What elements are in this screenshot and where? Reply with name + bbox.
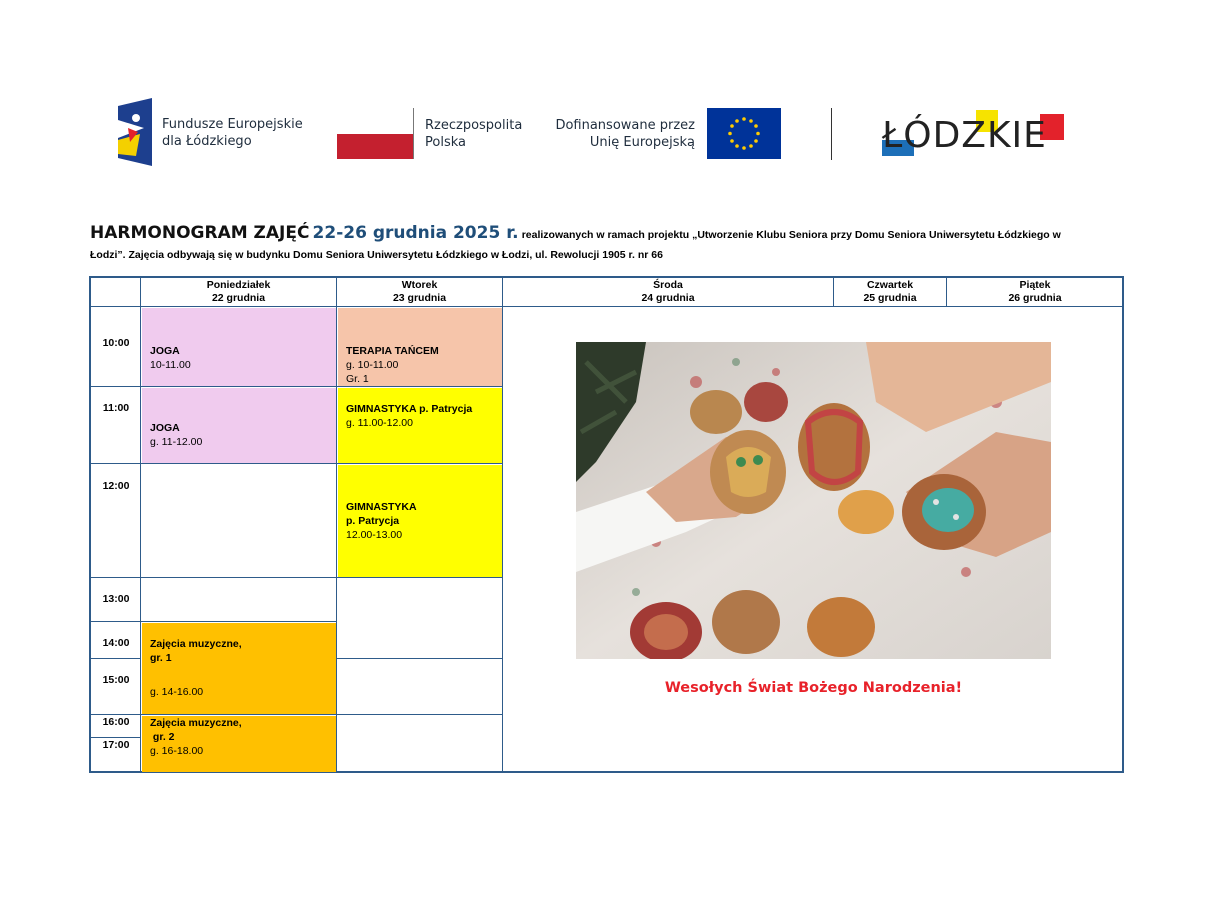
session-group: gr. 1	[150, 652, 172, 664]
session-title: Zajęcia muzyczne,	[150, 638, 242, 650]
day-date: 22 grudnia	[211, 292, 266, 304]
session-group: gr. 2	[150, 731, 175, 743]
time-label: 14:00	[102, 637, 130, 649]
col-line	[140, 277, 141, 772]
logo-fundusze-europejskie	[114, 98, 314, 166]
fe-line2: dla Łódzkiego	[162, 134, 252, 149]
logo-rzeczpospolita	[337, 108, 537, 160]
logo-lodzkie	[880, 110, 1070, 160]
session-title: JOGA	[150, 422, 180, 434]
ue-line1: Dofinansowane przez	[555, 118, 695, 133]
logo-unia-europejska	[548, 108, 783, 160]
day-date: 23 grudnia	[392, 292, 447, 304]
session-gimnastyka-12	[338, 465, 502, 577]
session-joga-11	[142, 388, 336, 463]
ue-line2: Unię Europejską	[589, 135, 695, 150]
session-title: TERAPIA TAŃCEM	[346, 345, 439, 357]
fe-line1: Fundusze Europejskie	[162, 117, 303, 132]
day-name: Piątek	[1019, 279, 1051, 291]
row-line	[90, 658, 140, 659]
day-date: 24 grudnia	[641, 292, 695, 304]
session-joga-10	[142, 308, 336, 386]
session-music-gr2	[142, 716, 336, 772]
session-gimnastyka-11	[338, 388, 502, 463]
time-label: 10:00	[102, 337, 130, 349]
session-hours: g. 11-12.00	[150, 436, 203, 448]
session-music-gr1	[142, 623, 336, 714]
rp-line2: Polska	[425, 135, 466, 150]
row-line	[90, 737, 140, 738]
session-trainer: p. Patrycja	[346, 515, 400, 527]
session-hours: 12.00-13.00	[346, 529, 403, 541]
day-name: Wtorek	[401, 279, 438, 291]
gingerbread-photo-icon	[576, 342, 1051, 659]
day-header-monday	[141, 279, 336, 307]
gingerbread-photo	[576, 342, 1051, 659]
polish-flag-icon	[337, 108, 413, 159]
session-title: GIMNASTYKA p. Patrycja	[346, 403, 473, 415]
logo-divider	[831, 108, 832, 160]
row-line	[90, 577, 502, 578]
heading-dates: 22-26 grudnia 2025 r.	[312, 223, 519, 243]
eu-flag-icon	[707, 108, 781, 159]
session-title: GIMNASTYKA	[346, 501, 417, 513]
session-terapia-tancem	[338, 308, 502, 386]
col-line	[336, 277, 337, 772]
col-line	[502, 277, 503, 772]
heading-title: HARMONOGRAM ZAJĘĆ	[90, 223, 310, 243]
lodzkie-wordmark: ŁÓDZKIE	[882, 115, 1047, 156]
session-title: JOGA	[150, 345, 180, 357]
time-label: 15:00	[102, 674, 130, 686]
session-hours: 10-11.00	[150, 359, 191, 371]
row-line	[90, 621, 140, 622]
day-date: 25 grudnia	[863, 292, 917, 304]
day-header-wednesday	[503, 279, 833, 307]
time-label: 16:00	[102, 716, 130, 728]
heading-intro: realizowanych w ramach projektu „Utworzenie Klubu Seniora przy Domu Seniora Uniwersytetu Łódzkiego w	[521, 229, 1061, 241]
christmas-greeting: Wesołych Świat Bożego Narodzenia!	[664, 680, 963, 696]
day-name: Czwartek	[866, 279, 914, 291]
session-group: Gr. 1	[346, 373, 369, 385]
flag-divider	[413, 108, 414, 159]
rp-line1: Rzeczpospolita	[425, 118, 523, 133]
time-label: 12:00	[102, 480, 130, 492]
row-line	[90, 386, 502, 387]
session-hours: g. 14-16.00	[150, 686, 204, 698]
day-header-friday	[947, 279, 1123, 307]
time-label: 11:00	[102, 402, 130, 414]
row-line	[336, 658, 502, 659]
row-line	[90, 714, 502, 715]
time-label: 17:00	[102, 739, 130, 751]
schedule-heading	[90, 220, 1130, 274]
session-hours: g. 10-11.00	[346, 359, 399, 371]
day-name: Środa	[653, 279, 683, 291]
session-hours: g. 16-18.00	[150, 745, 204, 757]
heading-line2: Łodzi”. Zajęcia odbywają się w budynku Domu Seniora Uniwersytetu Łódzkiego w Łodzi, ul. Rewolucji 1905 r. nr 66	[90, 249, 663, 261]
time-label: 13:00	[102, 593, 130, 605]
row-line	[90, 463, 502, 464]
day-header-tuesday	[337, 279, 502, 307]
day-name: Poniedziałek	[206, 279, 271, 291]
fe-flag-icon	[114, 98, 154, 166]
session-hours: g. 11.00-12.00	[346, 417, 413, 429]
row-line	[140, 621, 336, 622]
session-title: Zajęcia muzyczne,	[150, 717, 242, 729]
day-date: 26 grudnia	[1008, 292, 1062, 304]
day-header-thursday	[834, 279, 946, 307]
